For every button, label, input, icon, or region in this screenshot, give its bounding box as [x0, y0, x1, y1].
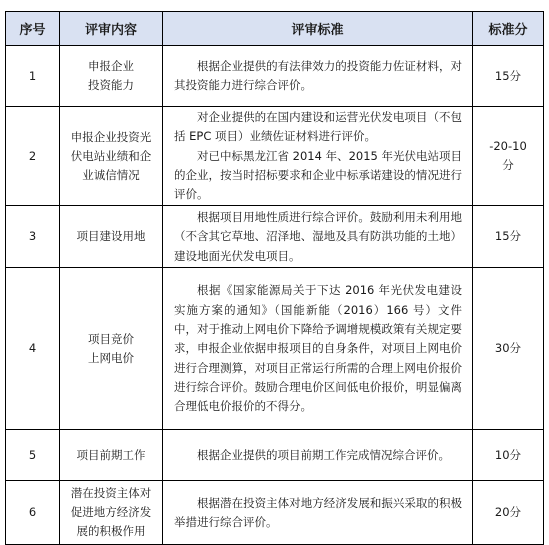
table-row [6, 107, 544, 206]
table-row [6, 46, 544, 107]
row-content: 申报企业投资光 伏电站业绩和企 业诚信情况 [60, 107, 163, 206]
row-content: 项目竞价 上网电价 [60, 268, 163, 430]
criteria-paragraph: 根据项目用地性质进行综合评价。鼓励利用未利用地（不含其它草地、沼泽地、湿地及具有防洪功能的土地）建设地面光伏发电项目。 [174, 210, 462, 263]
row-score: 20分 [473, 481, 544, 545]
header-criteria: 评审标准 [163, 12, 473, 46]
row-criteria [163, 481, 473, 545]
criteria-paragraph: 对已中标黑龙江省 2014 年、2015 年光伏电站项目的企业，按当时招标要求和企业中标承诺建设的情况进行评价。 [174, 148, 462, 202]
row-score: 15分 [473, 206, 544, 268]
criteria-paragraph: 根据潜在投资主体对地方经济发展和振兴采取的积极举措进行综合评价。 [174, 495, 462, 529]
row-no: 2 [6, 107, 60, 206]
row-no: 1 [6, 46, 60, 107]
row-content: 项目建设用地 [60, 206, 163, 268]
table-row [6, 430, 544, 481]
row-score: 15分 [473, 46, 544, 107]
row-criteria [163, 107, 473, 206]
table-row [6, 481, 544, 545]
evaluation-table [5, 11, 544, 545]
criteria-paragraph: 根据企业提供的项目前期工作完成情况综合评价。 [197, 447, 450, 462]
row-no: 3 [6, 206, 60, 268]
header-row [6, 12, 544, 46]
criteria-paragraph: 根据《国家能源局关于下达 2016 年光伏发电建设实施方案的通知》（国能新能（2016）166 号）文件中，对于推动上网电价下降给予调增规模政策有关规定要求，申报企业依据申报项目的自身条件，对项目上网电价进行合理测算，对项目正常运行所需的合理上网电价报价进行综合评价。鼓励合理电价区间低电价报价，明显偏离合理低电价报价的不得分。 [174, 283, 462, 414]
criteria-paragraph: 对企业提供的在国内建设和运营光伏发电项目（不包括 EPC 项目）业绩佐证材料进行评价。 [174, 110, 462, 144]
row-no: 5 [6, 430, 60, 481]
row-criteria [163, 430, 473, 481]
row-criteria [163, 206, 473, 268]
row-content: 申报企业 投资能力 [60, 46, 163, 107]
row-no: 4 [6, 268, 60, 430]
row-score: -20-10 分 [473, 107, 544, 206]
row-criteria [163, 268, 473, 430]
table-row [6, 268, 544, 430]
criteria-paragraph: 根据企业提供的有法律效力的投资能力佐证材料，对其投资能力进行综合评价。 [174, 58, 462, 92]
row-content: 潜在投资主体对 促进地方经济发 展的积极作用 [60, 481, 163, 545]
row-score: 10分 [473, 430, 544, 481]
row-no: 6 [6, 481, 60, 545]
row-content: 项目前期工作 [60, 430, 163, 481]
row-criteria [163, 46, 473, 107]
header-content: 评审内容 [60, 12, 163, 46]
row-score: 30分 [473, 268, 544, 430]
header-no: 序号 [6, 12, 60, 46]
table-row [6, 206, 544, 268]
header-score: 标准分 [473, 12, 544, 46]
